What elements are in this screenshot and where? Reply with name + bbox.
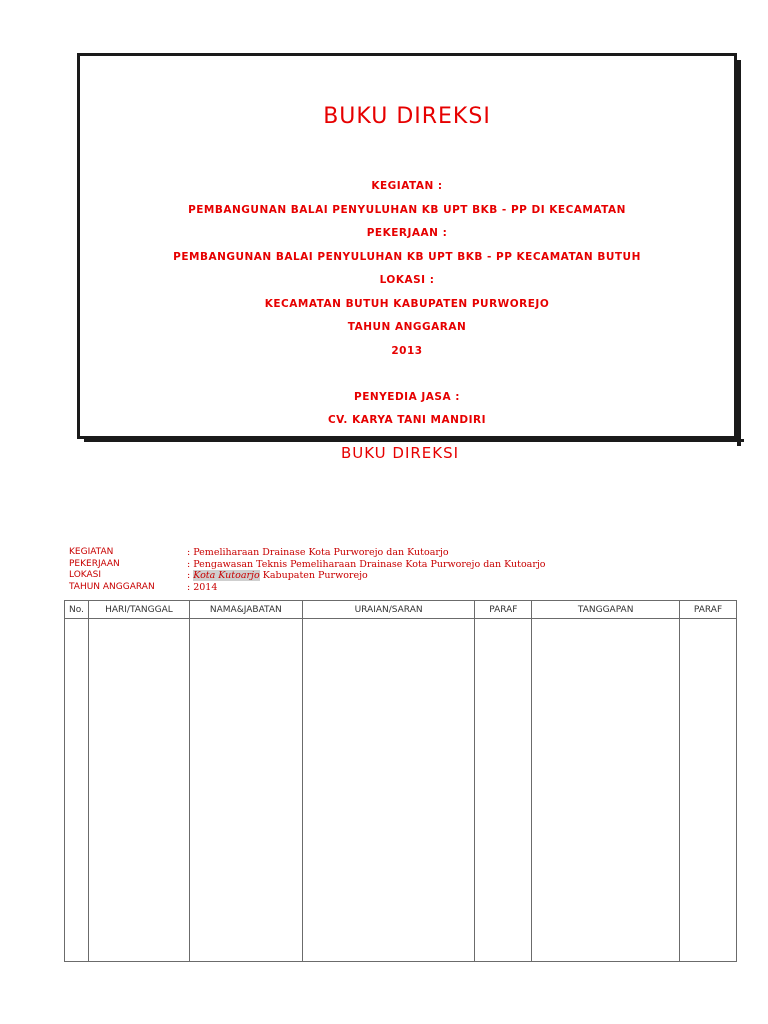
- header-paraf-1: PARAF: [475, 601, 532, 619]
- info-lokasi-highlight: Kota Kutoarjo: [193, 570, 260, 581]
- header-nama-jabatan: NAMA&JABATAN: [189, 601, 302, 619]
- header-tanggapan: TANGGAPAN: [532, 601, 680, 619]
- cover-shadow-right: [737, 60, 741, 446]
- header-no: No.: [65, 601, 89, 619]
- info-pekerjaan-label: PEKERJAAN: [69, 558, 120, 569]
- table-row: [65, 619, 737, 962]
- cell-paraf-2[interactable]: [680, 619, 737, 962]
- info-row-pekerjaan: [69, 559, 546, 571]
- cover-tahun-value: 2013: [391, 345, 423, 357]
- header-uraian-saran: URAIAN/SARAN: [302, 601, 475, 619]
- cell-uraian-saran[interactable]: [302, 619, 475, 962]
- info-row-kegiatan: [69, 547, 546, 559]
- page-subtitle: BUKU DIREKSI: [340, 444, 460, 462]
- cell-no[interactable]: [65, 619, 89, 962]
- header-hari-tanggal: HARI/TANGGAL: [88, 601, 189, 619]
- info-block: [69, 547, 546, 593]
- cover-penyedia-value: CV. KARYA TANI MANDIRI: [327, 414, 487, 426]
- cover-penyedia-label: PENYEDIA JASA :: [354, 391, 460, 403]
- direksi-log-table: [64, 600, 737, 962]
- info-lokasi-rest: Kabupaten Purworejo: [259, 570, 368, 581]
- cover-shadow-bottom: [84, 439, 744, 442]
- header-paraf-2: PARAF: [680, 601, 737, 619]
- info-tahun-label: TAHUN ANGGARAN: [69, 581, 155, 592]
- table-header-row: [65, 601, 737, 619]
- cell-nama-jabatan[interactable]: [189, 619, 302, 962]
- cover-pekerjaan-label: PEKERJAAN :: [366, 227, 448, 239]
- info-pekerjaan-value: : Pengawasan Teknis Pemeliharaan Drainase Kota Purworejo dan Kutoarjo: [187, 558, 546, 570]
- cover-kegiatan-label: KEGIATAN :: [371, 180, 443, 192]
- info-row-tahun: [69, 582, 546, 594]
- cover-lokasi-label: LOKASI :: [379, 274, 435, 286]
- info-row-lokasi: [69, 570, 546, 582]
- cell-hari-tanggal[interactable]: [88, 619, 189, 962]
- info-lokasi-prefix: :: [187, 570, 194, 581]
- info-lokasi-value: [187, 570, 368, 582]
- cover-lokasi-value: KECAMATAN BUTUH KABUPATEN PURWOREJO: [264, 298, 550, 310]
- cover-tahun-label: TAHUN ANGGARAN: [347, 321, 467, 333]
- info-tahun-value: : 2014: [187, 581, 218, 593]
- cover-pekerjaan-value: PEMBANGUNAN BALAI PENYULUHAN KB UPT BKB - PP KECAMATAN BUTUH: [173, 251, 641, 263]
- cell-paraf-1[interactable]: [475, 619, 532, 962]
- info-kegiatan-value: : Pemeliharaan Drainase Kota Purworejo dan Kutoarjo: [187, 547, 449, 558]
- cell-tanggapan[interactable]: [532, 619, 680, 962]
- info-lokasi-label: LOKASI: [69, 570, 102, 580]
- cover-kegiatan-value: PEMBANGUNAN BALAI PENYULUHAN KB UPT BKB - PP DI KECAMATAN: [188, 204, 626, 216]
- cover-box: [77, 53, 737, 439]
- cover-title: BUKU DIREKSI: [323, 104, 491, 129]
- info-kegiatan-label: KEGIATAN: [69, 547, 114, 557]
